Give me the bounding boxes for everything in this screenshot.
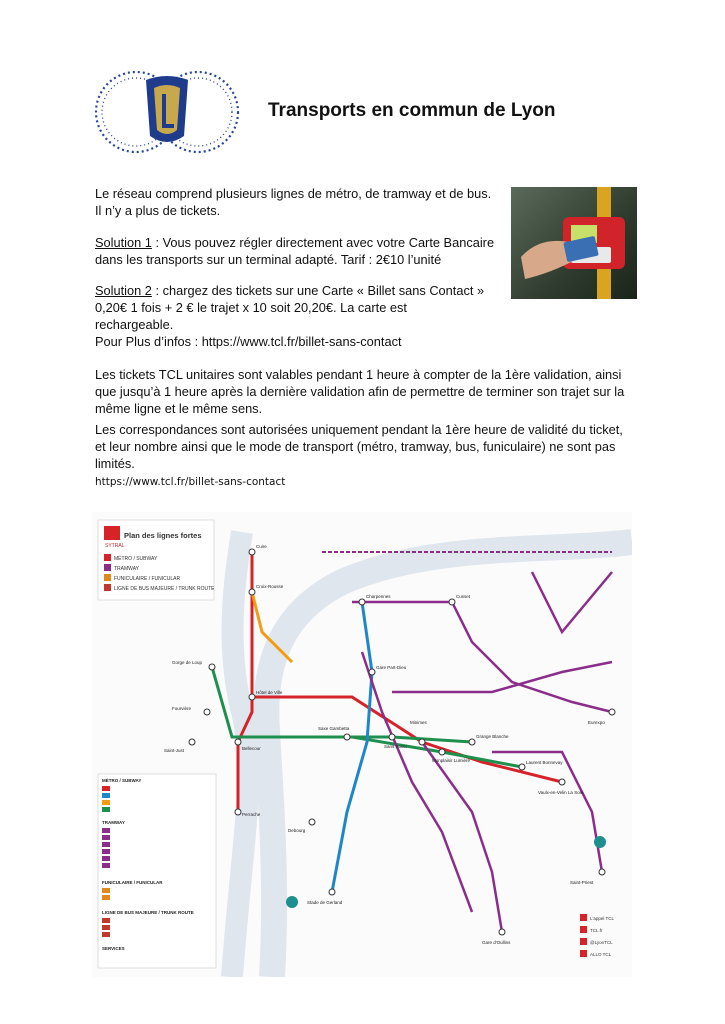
station-minimes xyxy=(419,739,425,745)
station-monplaisir xyxy=(439,749,445,755)
bottom-legend-tram: TRAMWAY xyxy=(102,820,125,825)
stadium-icon xyxy=(286,896,298,908)
solution-2-text-2: 0,20€ 1 fois + 2 € le trajet x 10 soit 20,20€. La carte est xyxy=(95,300,407,315)
label-laurent-bonnevay: Laurent Bonnevay xyxy=(526,760,563,765)
validity-paragraph xyxy=(95,366,635,417)
label-fourviere: Fourvière xyxy=(172,706,192,711)
billet-link[interactable]: https://www.tcl.fr/billet-sans-contact xyxy=(95,476,286,488)
label-vaulx: Vaulx-en-Velin La Soie xyxy=(538,790,584,795)
station-gerland xyxy=(329,889,335,895)
legend-funi-swatch xyxy=(104,574,111,581)
phone-icon xyxy=(580,914,587,921)
bottom-legend-funi: FUNICULAIRE / FUNICULAR xyxy=(102,880,163,885)
label-cusset: Cusset xyxy=(456,594,471,599)
legend-tram-swatch xyxy=(104,564,111,571)
park-icon xyxy=(594,836,606,848)
funi-1-swatch xyxy=(102,888,110,893)
station-eurexpo xyxy=(609,709,615,715)
map-brand: SYTRAL xyxy=(105,543,125,549)
allo-icon xyxy=(580,950,587,957)
label-sans-souci: Sans Souci xyxy=(384,744,407,749)
legend-tram-label: TRAMWAY xyxy=(114,566,139,572)
page-title: Transports en commun de Lyon xyxy=(268,100,556,121)
transfers-line-2: et leur nombre ainsi que le mode de transport (métro, tramway, bus, funiculaire) ne sont pas xyxy=(95,439,616,454)
solution-1-text-2: dans les transports sur un terminal adapté. Tarif : 2€10 l’unité xyxy=(95,252,442,267)
station-laurent-bonnevay xyxy=(519,764,525,770)
station-croix-rousse xyxy=(249,589,255,595)
info-line: Pour Plus d’infos : https://www.tcl.fr/billet-sans-contact xyxy=(95,334,402,349)
lines-legend-panel xyxy=(98,774,216,968)
network-map xyxy=(92,512,632,977)
station-cuire xyxy=(249,549,255,555)
lyon-logo xyxy=(88,66,246,158)
label-saxe: Saxe Gambetta xyxy=(318,726,350,731)
label-vaise: Gorge de Loup xyxy=(172,660,203,665)
intro-paragraph xyxy=(95,185,491,219)
validity-line-2: que jusqu’à 1 heure après la dernière validation afin de permettre de terminer son trajet sur la xyxy=(95,384,625,399)
label-part-dieu: Gare Part-Dieu xyxy=(376,665,407,670)
validity-line-3: même ligne et le même sens. xyxy=(95,401,263,416)
legend-bus-label: LIGNE DE BUS MAJEURE / TRUNK ROUTE xyxy=(114,586,215,592)
bus-c1-swatch xyxy=(102,918,110,923)
legend-bus-swatch xyxy=(104,584,111,591)
station-grange-blanche xyxy=(469,739,475,745)
label-croix-rousse: Croix-Rousse xyxy=(256,584,284,589)
footer-phone: L'appel TCL xyxy=(590,916,615,921)
funi-2-swatch xyxy=(102,895,110,900)
label-saint-priest: Saint-Priest xyxy=(570,880,594,885)
station-bellecour xyxy=(235,739,241,745)
label-hotel-ville: Hôtel de Ville xyxy=(256,690,283,695)
label-monplaisir: Monplaisir Lumière xyxy=(432,758,471,763)
footer-twitter: @LyonTCL xyxy=(590,940,613,945)
footer-allo: ALLO TCL xyxy=(590,952,612,957)
station-debourg xyxy=(309,819,315,825)
station-saint-priest xyxy=(599,869,605,875)
label-eurexpo: Eurexpo xyxy=(588,720,605,725)
solution-2-text-3: rechargeable. xyxy=(95,317,174,332)
station-vaulx xyxy=(559,779,565,785)
station-charpennes xyxy=(359,599,365,605)
solution-1-label: Solution 1 xyxy=(95,235,152,250)
bottom-legend-services: SERVICES xyxy=(102,946,125,951)
bus-c3-swatch xyxy=(102,932,110,937)
label-bellecour: Bellecour xyxy=(242,746,261,751)
label-saint-just: Saint-Just xyxy=(164,748,185,753)
validity-line-1: Les tickets TCL unitaires sont valables pendant 1 heure à compter de la 1ère validation, ainsi xyxy=(95,367,622,382)
label-gerland: Stade de Gerland xyxy=(307,900,343,905)
sytral-logo-icon xyxy=(104,526,120,540)
label-charpennes: Charpennes xyxy=(366,594,391,599)
station-saint-just xyxy=(189,739,195,745)
station-perrache xyxy=(235,809,241,815)
station-part-dieu xyxy=(369,669,375,675)
bus-c2-swatch xyxy=(102,925,110,930)
metro-a-swatch xyxy=(102,786,110,791)
transfers-paragraph xyxy=(95,421,635,472)
tram-5-swatch xyxy=(102,856,110,861)
transfers-line-1: Les correspondances sont autorisées uniquement pendant la 1ère heure de validité du ticket, xyxy=(95,422,623,437)
station-vaise xyxy=(209,664,215,670)
solution-2-text-1: : chargez des tickets sur une Carte « Billet sans Contact » xyxy=(151,283,485,298)
intro-line-1: Le réseau comprend plusieurs lignes de métro, de tramway et de bus. xyxy=(95,186,492,201)
legend-funi-label: FUNICULAIRE / FUNICULAR xyxy=(114,576,181,582)
card-terminal-photo xyxy=(511,187,637,299)
station-sans-souci xyxy=(389,734,395,740)
metro-b-swatch xyxy=(102,793,110,798)
station-saxe xyxy=(344,734,350,740)
legend-metro-label: MÉTRO / SUBWAY xyxy=(114,556,158,562)
tram-1-swatch xyxy=(102,828,110,833)
tram-4-swatch xyxy=(102,849,110,854)
terminal-illustration xyxy=(511,187,637,299)
label-perrache: Perrache xyxy=(242,812,261,817)
tram-2-swatch xyxy=(102,835,110,840)
bottom-legend-metro: MÉTRO / SUBWAY xyxy=(102,778,142,783)
app-icon xyxy=(580,926,587,933)
label-minimes: Minimes xyxy=(410,720,427,725)
solution-2-paragraph xyxy=(95,282,484,333)
label-grange-blanche: Grange Blanche xyxy=(476,734,509,739)
solution-1-text-1: : Vous pouvez régler directement avec votre Carte Bancaire xyxy=(151,235,495,250)
solution-2-label: Solution 2 xyxy=(95,283,152,298)
solution-1-paragraph xyxy=(95,234,494,268)
bottom-legend-bus: LIGNE DE BUS MAJEURE / TRUNK ROUTE xyxy=(102,910,194,915)
footer-app: TCL.fr xyxy=(590,928,603,933)
twitter-icon xyxy=(580,938,587,945)
station-hotel-ville xyxy=(249,694,255,700)
metro-c-swatch xyxy=(102,800,110,805)
intro-line-2: Il n’y a plus de tickets. xyxy=(95,203,221,218)
tram-6-swatch xyxy=(102,863,110,868)
transfers-line-3: limités. xyxy=(95,456,135,471)
label-oullins: Gare d'Oullins xyxy=(482,940,511,945)
label-cuire: Cuire xyxy=(256,544,267,549)
tram-3-swatch xyxy=(102,842,110,847)
station-cusset xyxy=(449,599,455,605)
map-title: Plan des lignes fortes xyxy=(124,531,202,540)
station-oullins xyxy=(499,929,505,935)
label-debourg: Debourg xyxy=(288,828,306,833)
metro-d-swatch xyxy=(102,807,110,812)
legend-metro-swatch xyxy=(104,554,111,561)
station-fourviere xyxy=(204,709,210,715)
